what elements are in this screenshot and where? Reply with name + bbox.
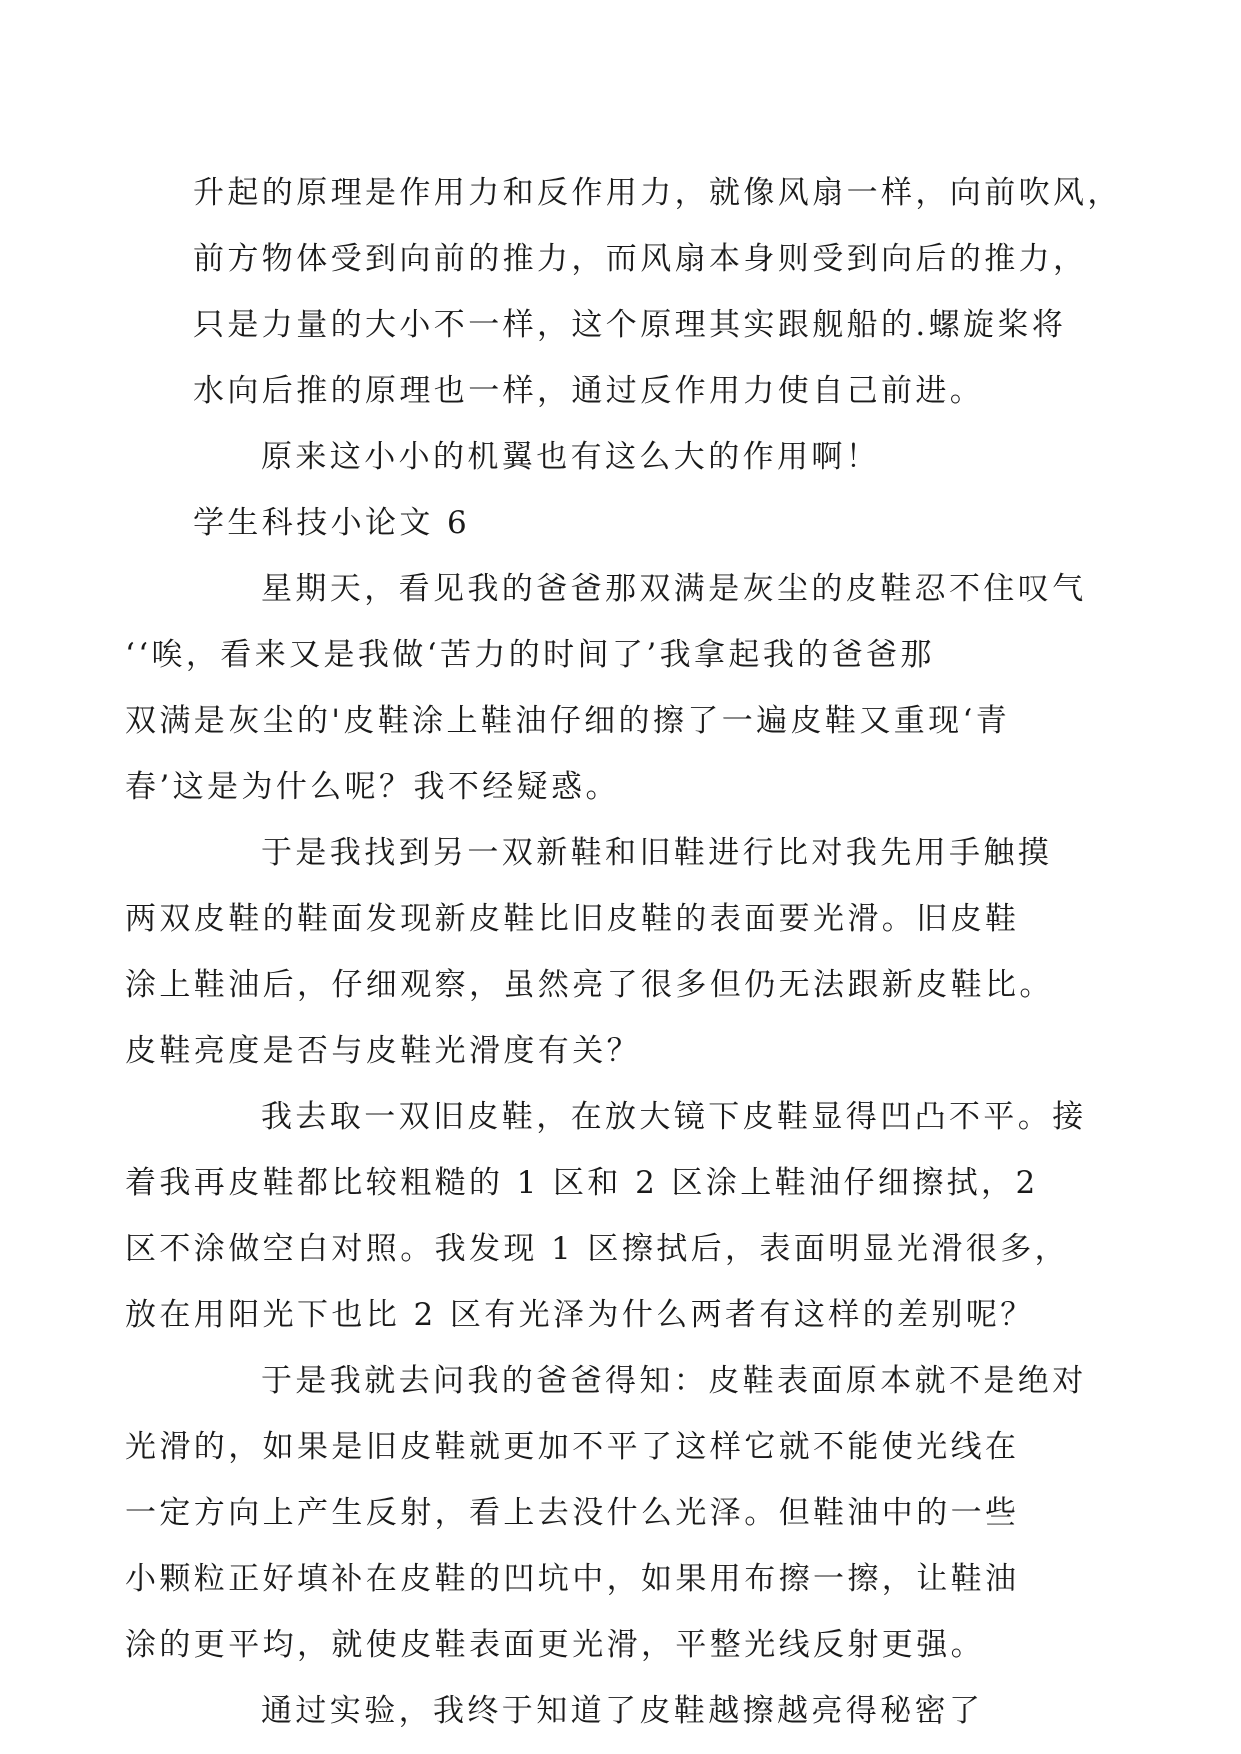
text-line: 只是力量的大小不一样，这个原理其实跟舰船的.螺旋桨将: [193, 307, 1067, 343]
text-line: 小颗粒正好填补在皮鞋的凹坑中，如果用布擦一擦，让鞋油: [125, 1561, 1020, 1597]
text-line: 涂上鞋油后，仔细观察，虽然亮了很多但仍无法跟新皮鞋比。: [125, 967, 1054, 1003]
text-line: 着我再皮鞋都比较粗糙的 1 区和 2 区涂上鞋油仔细擦拭，2: [125, 1165, 1039, 1201]
text-line: 区不涂做空白对照。我发现 1 区擦拭后，表面明显光滑很多，: [125, 1231, 1070, 1267]
section-heading: [193, 490, 1073, 556]
text-line: 通过实验，我终于知道了皮鞋越擦越亮得秘密了: [261, 1693, 984, 1729]
text-line: 原来这小小的机翼也有这么大的作用啊！: [261, 439, 881, 475]
text-line: 光滑的，如果是旧皮鞋就更加不平了这样它就不能使光线在: [125, 1429, 1020, 1465]
text-line: 星期天，看见我的爸爸那双满是灰尘的皮鞋忍不住叹气: [261, 571, 1087, 607]
paragraph-explanation: [125, 1348, 1087, 1678]
text-line: 涂的更平均，就使皮鞋表面更光滑，平整光线反射更强。: [125, 1627, 985, 1663]
text-line: 两双皮鞋的鞋面发现新皮鞋比旧皮鞋的表面要光滑。旧皮鞋: [125, 901, 1020, 937]
text-line: 于是我找到另一双新鞋和旧鞋进行比对我先用手触摸: [261, 835, 1053, 871]
paragraph-continuation: [193, 160, 1122, 424]
text-line: 升起的原理是作用力和反作用力，就像风扇一样，向前吹风，: [193, 175, 1122, 211]
text-line: 于是我就去问我的爸爸得知：皮鞋表面原本就不是绝对: [261, 1363, 1087, 1399]
paragraph-wing-conclusion: [193, 424, 1073, 490]
text-line: 水向后推的原理也一样，通过反作用力使自己前进。: [193, 373, 985, 409]
text-line: 前方物体受到向前的推力，而风扇本身则受到向后的推力，: [193, 241, 1088, 277]
text-line: 我去取一双旧皮鞋，在放大镜下皮鞋显得凹凸不平。接: [261, 1099, 1087, 1135]
text-line: 双满是灰尘的'皮鞋涂上鞋油仔细的擦了一遍皮鞋又重现‘青: [125, 703, 1011, 739]
text-line: 春’这是为什么呢？我不经疑惑。: [125, 769, 620, 805]
text-line: 放在用阳光下也比 2 区有光泽为什么两者有这样的差别呢？: [125, 1297, 1035, 1333]
heading-text: 学生科技小论文 6: [193, 505, 471, 541]
text-line: 一定方向上产生反射，看上去没什么光泽。但鞋油中的一些: [125, 1495, 1020, 1531]
paragraph-comparison: [125, 820, 1073, 1084]
text-line: 皮鞋亮度是否与皮鞋光滑度有关？: [125, 1033, 641, 1069]
paragraph-experiment: [125, 1084, 1087, 1348]
text-line: ‘‘唉，看来又是我做‘苦力的时间了’我拿起我的爸爸那: [125, 637, 935, 673]
paragraph-intro: [125, 556, 1087, 820]
document-body: [125, 160, 1122, 1744]
paragraph-final: [193, 1678, 1073, 1744]
